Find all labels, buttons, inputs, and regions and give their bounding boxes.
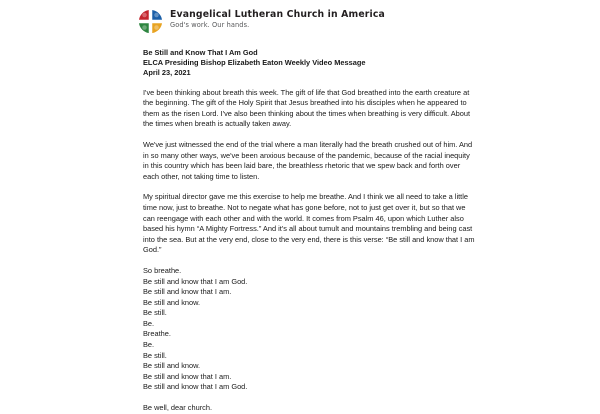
- message-title: Be Still and Know That I Am God: [143, 48, 258, 57]
- litany-line: Be still and know that I am.: [143, 371, 232, 381]
- litany-line: Be still and know that I am God.: [143, 382, 248, 392]
- closing-line: Be well, dear church.: [143, 403, 213, 413]
- litany-line: Be still and know.: [143, 361, 201, 371]
- elca-wordmark-block: [170, 9, 385, 29]
- litany-line: Be.: [143, 340, 155, 350]
- litany-line: So breathe.: [143, 265, 182, 275]
- letter-body: [143, 48, 475, 414]
- litany-line: Be still.: [143, 308, 167, 318]
- litany-line: Be still and know that I am God.: [143, 276, 248, 286]
- elca-cross-logo-icon: [138, 9, 163, 34]
- litany-line: Be still and know.: [143, 297, 201, 307]
- message-subtitle: ELCA Presiding Bishop Elizabeth Eaton Weekly Video Message: [143, 58, 366, 68]
- organization-tagline: God's work. Our hands.: [170, 20, 250, 29]
- litany-line: Be still.: [143, 350, 167, 360]
- litany-line: Be still and know that I am.: [143, 287, 232, 297]
- body-paragraph: My spiritual director gave me this exercise to help me breathe. And I think we all need to take a little time now, just to breathe. Not to negate what has gone before, not to just get over it, but so that we can reengage with each other and with the world. It comes from Psalm 46, upon which Luther also based his hymn “A Mighty Fortress.” And it's all about tumult and mountains trembling and being cast into the sea. But at the very end, close to the very end, there is this verse: “Be still and know that I am God.”: [143, 192, 475, 255]
- litany-line: Breathe.: [143, 329, 171, 339]
- message-title-block: [143, 48, 475, 79]
- breath-litany: [143, 266, 475, 393]
- elca-letterhead: [138, 9, 385, 34]
- litany-line: Be.: [143, 318, 155, 328]
- body-paragraph: We've just witnessed the end of the trial where a man literally had the breath crushed out of him. And in so many other ways, we've been anxious because of the pandemic, because of the racial inequity in this country which has been laid bare, the breathless rhetoric that we spew back and forth over each other, not taking time to listen.: [143, 139, 473, 181]
- message-date: April 23, 2021: [143, 68, 191, 78]
- organization-name: Evangelical Lutheran Church in America: [170, 9, 385, 20]
- body-paragraph: I've been thinking about breath this week. The gift of life that God breathed into the earth creature at the beginning. The gift of the Holy Spirit that Jesus breathed into his disciples when he appeared to them as the risen Lord. I've also been thinking about the times when breathing is very difficult. About the times when breath is actually taken away.: [143, 87, 471, 129]
